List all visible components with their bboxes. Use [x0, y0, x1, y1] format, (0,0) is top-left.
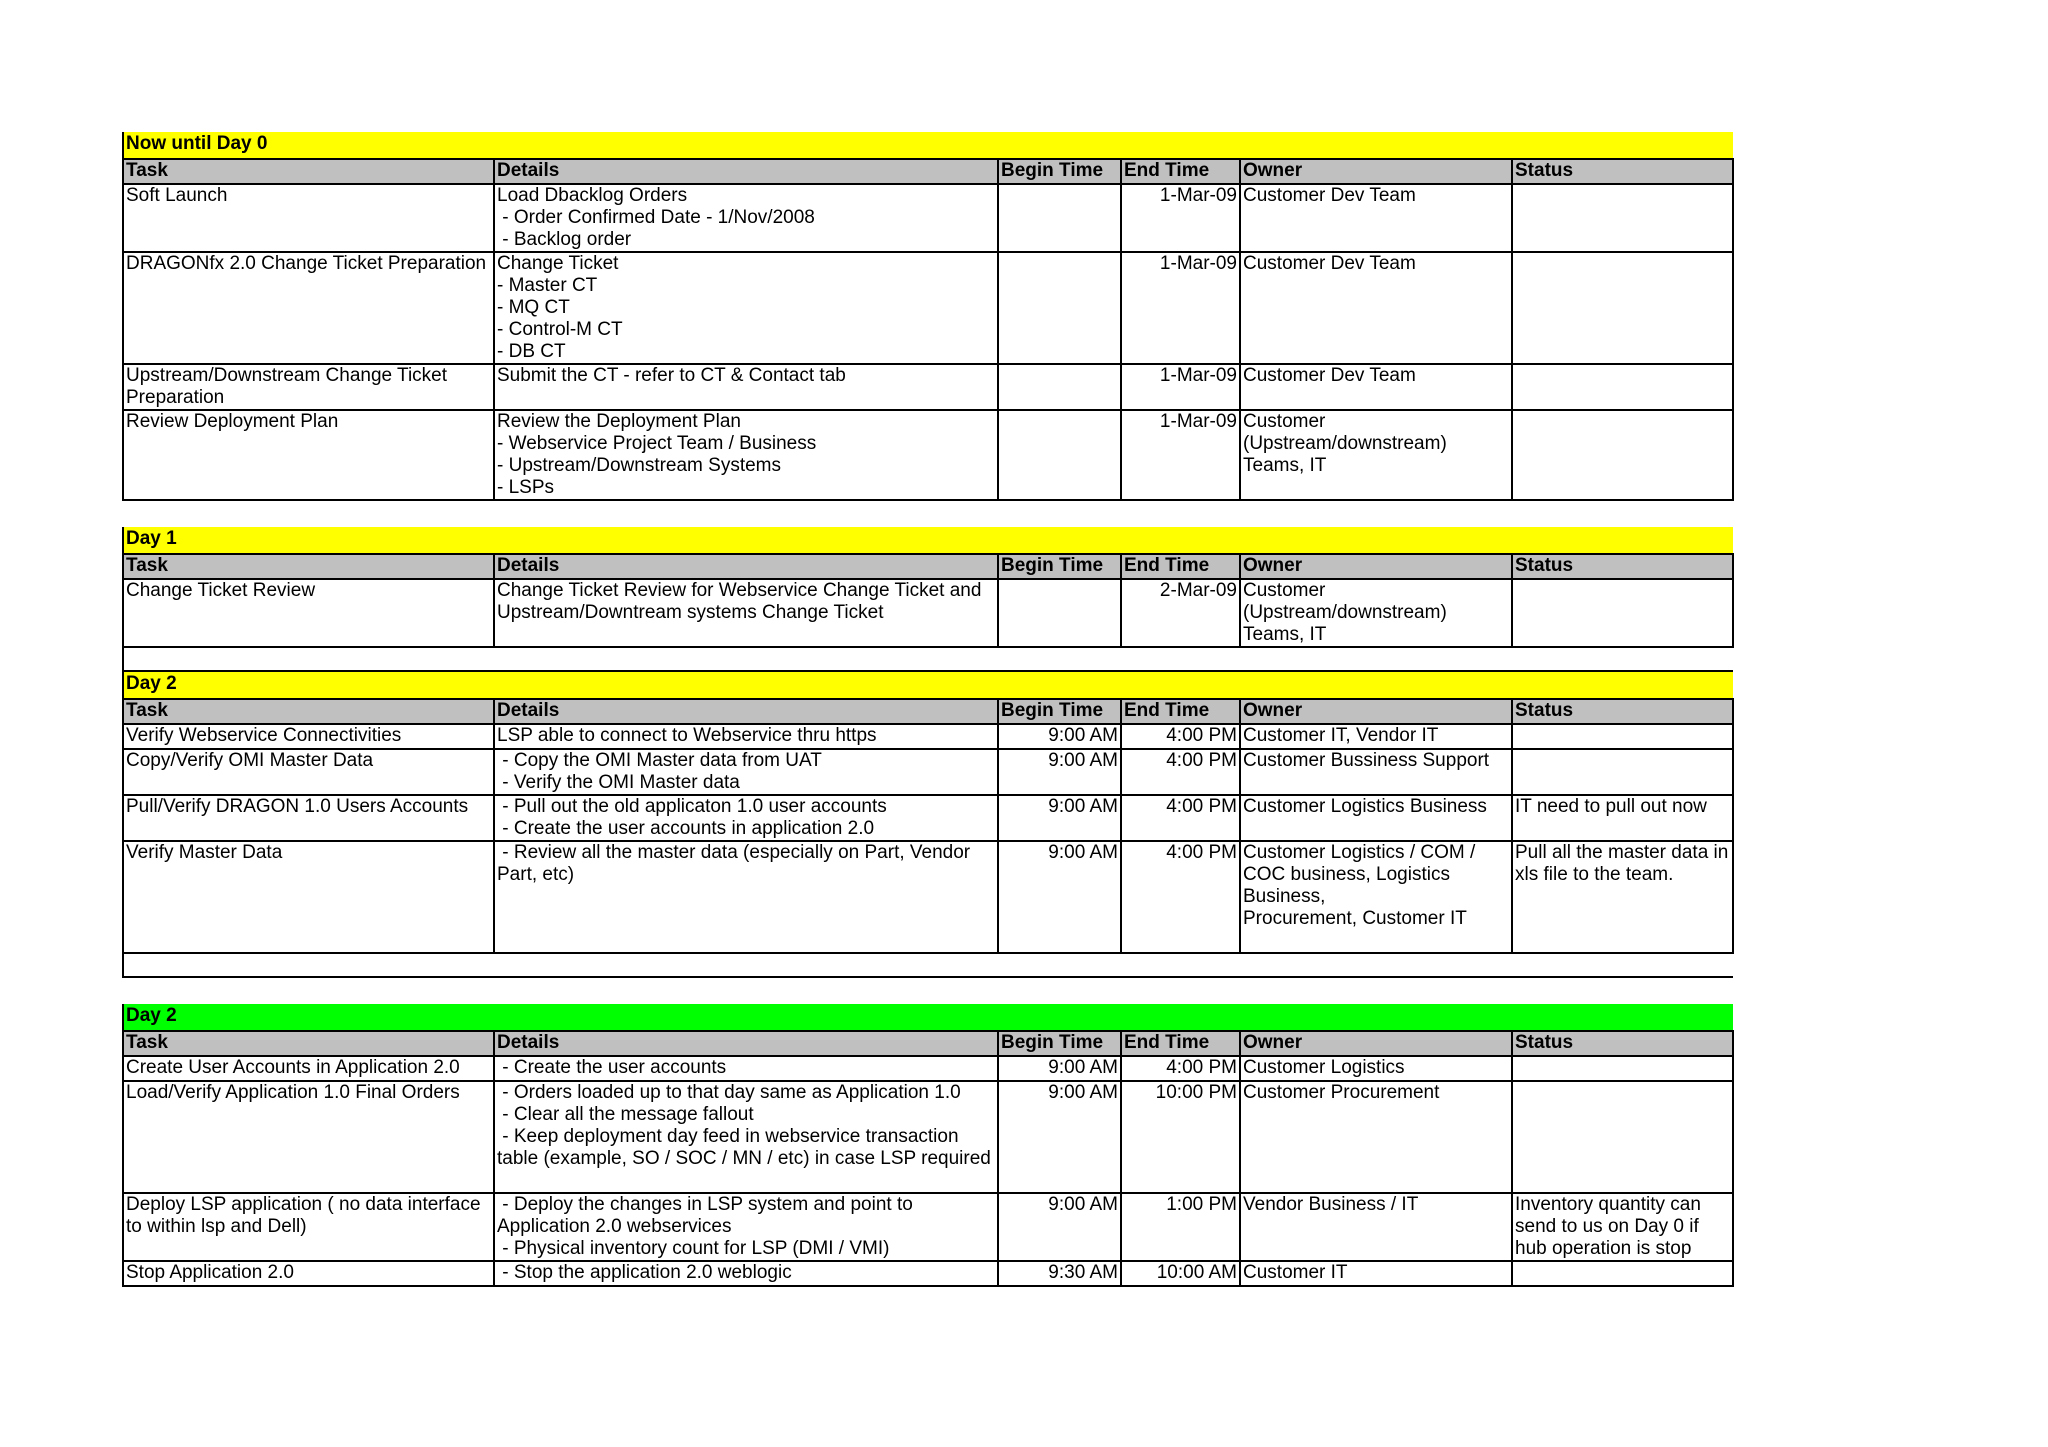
table-row: [123, 724, 1733, 749]
cell-status[interactable]: [1512, 579, 1733, 647]
cell-owner[interactable]: Customer IT, Vendor IT: [1240, 724, 1512, 749]
cell-owner[interactable]: Customer Logistics / COM / COC business, Logistics Business, Procurement, Customer IT: [1240, 841, 1512, 953]
section-title: Day 2: [123, 1004, 1733, 1031]
cell-task[interactable]: Pull/Verify DRAGON 1.0 Users Accounts: [123, 795, 494, 841]
cell-end-time[interactable]: 10:00 PM: [1121, 1081, 1240, 1193]
header-status: Status: [1512, 159, 1733, 184]
cell-task[interactable]: Load/Verify Application 1.0 Final Orders: [123, 1081, 494, 1193]
cell-owner[interactable]: Customer (Upstream/downstream) Teams, IT: [1240, 410, 1512, 500]
plan-table: [122, 132, 1734, 501]
plan-table: [122, 527, 1734, 672]
header-task: Task: [123, 554, 494, 579]
cell-task[interactable]: Copy/Verify OMI Master Data: [123, 749, 494, 795]
cell-task[interactable]: Stop Application 2.0: [123, 1261, 494, 1286]
header-details: Details: [494, 699, 998, 724]
cell-begin-time[interactable]: 9:30 AM: [998, 1261, 1121, 1286]
header-details: Details: [494, 1031, 998, 1056]
cell-status[interactable]: [1512, 184, 1733, 252]
header-status: Status: [1512, 554, 1733, 579]
header-status: Status: [1512, 699, 1733, 724]
header-owner: Owner: [1240, 1031, 1512, 1056]
cell-begin-time[interactable]: [998, 184, 1121, 252]
section-title: Day 1: [123, 527, 1733, 554]
section-title: Day 2: [123, 672, 1733, 699]
cell-details[interactable]: Load Dbacklog Orders - Order Confirmed Date - 1/Nov/2008 - Backlog order: [494, 184, 998, 252]
section-title: Now until Day 0: [123, 132, 1733, 159]
cell-status[interactable]: IT need to pull out now: [1512, 795, 1733, 841]
table-row: [123, 1081, 1733, 1193]
cell-status[interactable]: [1512, 252, 1733, 364]
table-row: [123, 795, 1733, 841]
header-details: Details: [494, 159, 998, 184]
cell-task[interactable]: Soft Launch: [123, 184, 494, 252]
header-end-time: End Time: [1121, 1031, 1240, 1056]
cell-begin-time[interactable]: [998, 252, 1121, 364]
cell-begin-time[interactable]: 9:00 AM: [998, 749, 1121, 795]
cell-details[interactable]: - Review all the master data (especially on Part, Vendor Part, etc): [494, 841, 998, 953]
empty-cell[interactable]: [123, 647, 1733, 671]
cell-end-time[interactable]: 1:00 PM: [1121, 1193, 1240, 1261]
cell-end-time[interactable]: 4:00 PM: [1121, 724, 1240, 749]
spreadsheet: [122, 132, 1732, 1313]
table-row: [123, 410, 1733, 500]
cell-owner[interactable]: Customer Dev Team: [1240, 252, 1512, 364]
header-begin-time: Begin Time: [998, 699, 1121, 724]
cell-begin-time[interactable]: 9:00 AM: [998, 1081, 1121, 1193]
cell-details[interactable]: - Deploy the changes in LSP system and point to Application 2.0 webservices - Physical inventory count for LSP (DMI / VMI): [494, 1193, 998, 1261]
cell-details[interactable]: - Create the user accounts: [494, 1056, 998, 1081]
cell-details[interactable]: Change Ticket - Master CT - MQ CT - Control-M CT - DB CT: [494, 252, 998, 364]
cell-end-time[interactable]: 10:00 AM: [1121, 1261, 1240, 1286]
table-row: [123, 1056, 1733, 1081]
header-status: Status: [1512, 1031, 1733, 1056]
empty-cell[interactable]: [123, 953, 1733, 977]
cell-task[interactable]: DRAGONfx 2.0 Change Ticket Preparation: [123, 252, 494, 364]
section-day-2-yellow: [122, 672, 1732, 978]
header-begin-time: Begin Time: [998, 1031, 1121, 1056]
cell-status[interactable]: [1512, 1081, 1733, 1193]
cell-details[interactable]: - Orders loaded up to that day same as Application 1.0 - Clear all the message fallout - Keep deployment day feed in webservice transaction table (example, SO / SOC / MN / etc) in case LSP required: [494, 1081, 998, 1193]
header-end-time: End Time: [1121, 699, 1240, 724]
table-row: [123, 1193, 1733, 1261]
cell-end-time[interactable]: 1-Mar-09: [1121, 364, 1240, 410]
cell-owner[interactable]: Customer Dev Team: [1240, 184, 1512, 252]
header-task: Task: [123, 699, 494, 724]
cell-owner[interactable]: Customer Procurement: [1240, 1081, 1512, 1193]
cell-begin-time[interactable]: [998, 364, 1121, 410]
header-begin-time: Begin Time: [998, 159, 1121, 184]
header-end-time: End Time: [1121, 159, 1240, 184]
cell-end-time[interactable]: 4:00 PM: [1121, 795, 1240, 841]
header-owner: Owner: [1240, 554, 1512, 579]
header-begin-time: Begin Time: [998, 554, 1121, 579]
empty-row: [123, 953, 1733, 977]
cell-status[interactable]: Pull all the master data in xls file to the team.: [1512, 841, 1733, 953]
cell-details[interactable]: Submit the CT - refer to CT & Contact tab: [494, 364, 998, 410]
cell-status[interactable]: [1512, 364, 1733, 410]
cell-end-time[interactable]: 2-Mar-09: [1121, 579, 1240, 647]
cell-details[interactable]: Change Ticket Review for Webservice Change Ticket and Upstream/Downtream systems Change Ticket: [494, 579, 998, 647]
table-row: [123, 841, 1733, 953]
plan-table: [122, 1004, 1734, 1287]
cell-task[interactable]: Verify Webservice Connectivities: [123, 724, 494, 749]
cell-task[interactable]: Create User Accounts in Application 2.0: [123, 1056, 494, 1081]
cell-begin-time[interactable]: 9:00 AM: [998, 724, 1121, 749]
cell-task[interactable]: Upstream/Downstream Change Ticket Preparation: [123, 364, 494, 410]
cell-begin-time[interactable]: 9:00 AM: [998, 795, 1121, 841]
cell-begin-time[interactable]: [998, 410, 1121, 500]
cell-status[interactable]: [1512, 410, 1733, 500]
cell-details[interactable]: Review the Deployment Plan - Webservice Project Team / Business - Upstream/Downstream Systems - LSPs: [494, 410, 998, 500]
cell-owner[interactable]: Vendor Business / IT: [1240, 1193, 1512, 1261]
section-day-2-green: [122, 1004, 1732, 1287]
cell-end-time[interactable]: 4:00 PM: [1121, 749, 1240, 795]
table-row: [123, 579, 1733, 647]
header-end-time: End Time: [1121, 554, 1240, 579]
cell-end-time[interactable]: 4:00 PM: [1121, 1056, 1240, 1081]
cell-owner[interactable]: Customer (Upstream/downstream) Teams, IT: [1240, 579, 1512, 647]
section-now-until-day-0: [122, 132, 1732, 501]
empty-row: [123, 647, 1733, 671]
cell-details[interactable]: - Stop the application 2.0 weblogic: [494, 1261, 998, 1286]
header-task: Task: [123, 1031, 494, 1056]
header-owner: Owner: [1240, 699, 1512, 724]
header-task: Task: [123, 159, 494, 184]
cell-owner[interactable]: Customer Logistics Business: [1240, 795, 1512, 841]
cell-details[interactable]: LSP able to connect to Webservice thru https: [494, 724, 998, 749]
cell-details[interactable]: - Copy the OMI Master data from UAT - Verify the OMI Master data: [494, 749, 998, 795]
cell-owner[interactable]: Customer Dev Team: [1240, 364, 1512, 410]
plan-table: [122, 672, 1734, 978]
header-owner: Owner: [1240, 159, 1512, 184]
cell-begin-time[interactable]: [998, 579, 1121, 647]
cell-end-time[interactable]: 1-Mar-09: [1121, 252, 1240, 364]
cell-end-time[interactable]: 1-Mar-09: [1121, 410, 1240, 500]
header-details: Details: [494, 554, 998, 579]
cell-owner[interactable]: Customer Logistics: [1240, 1056, 1512, 1081]
cell-status[interactable]: [1512, 749, 1733, 795]
cell-owner[interactable]: Customer Bussiness Support: [1240, 749, 1512, 795]
table-row: [123, 1261, 1733, 1286]
cell-task[interactable]: Review Deployment Plan: [123, 410, 494, 500]
table-row: [123, 364, 1733, 410]
table-row: [123, 749, 1733, 795]
cell-status[interactable]: [1512, 724, 1733, 749]
cell-end-time[interactable]: 1-Mar-09: [1121, 184, 1240, 252]
cell-task[interactable]: Deploy LSP application ( no data interface to within lsp and Dell): [123, 1193, 494, 1261]
cell-task[interactable]: Change Ticket Review: [123, 579, 494, 647]
cell-status[interactable]: [1512, 1261, 1733, 1286]
cell-status[interactable]: Inventory quantity can send to us on Day 0 if hub operation is stop: [1512, 1193, 1733, 1261]
cell-status[interactable]: [1512, 1056, 1733, 1081]
section-day-1: [122, 527, 1732, 672]
cell-begin-time[interactable]: 9:00 AM: [998, 1193, 1121, 1261]
cell-begin-time[interactable]: 9:00 AM: [998, 841, 1121, 953]
table-row: [123, 252, 1733, 364]
cell-owner[interactable]: Customer IT: [1240, 1261, 1512, 1286]
cell-end-time[interactable]: 4:00 PM: [1121, 841, 1240, 953]
table-row: [123, 184, 1733, 252]
cell-task[interactable]: Verify Master Data: [123, 841, 494, 953]
cell-begin-time[interactable]: 9:00 AM: [998, 1056, 1121, 1081]
cell-details[interactable]: - Pull out the old applicaton 1.0 user accounts - Create the user accounts in application 2.0: [494, 795, 998, 841]
